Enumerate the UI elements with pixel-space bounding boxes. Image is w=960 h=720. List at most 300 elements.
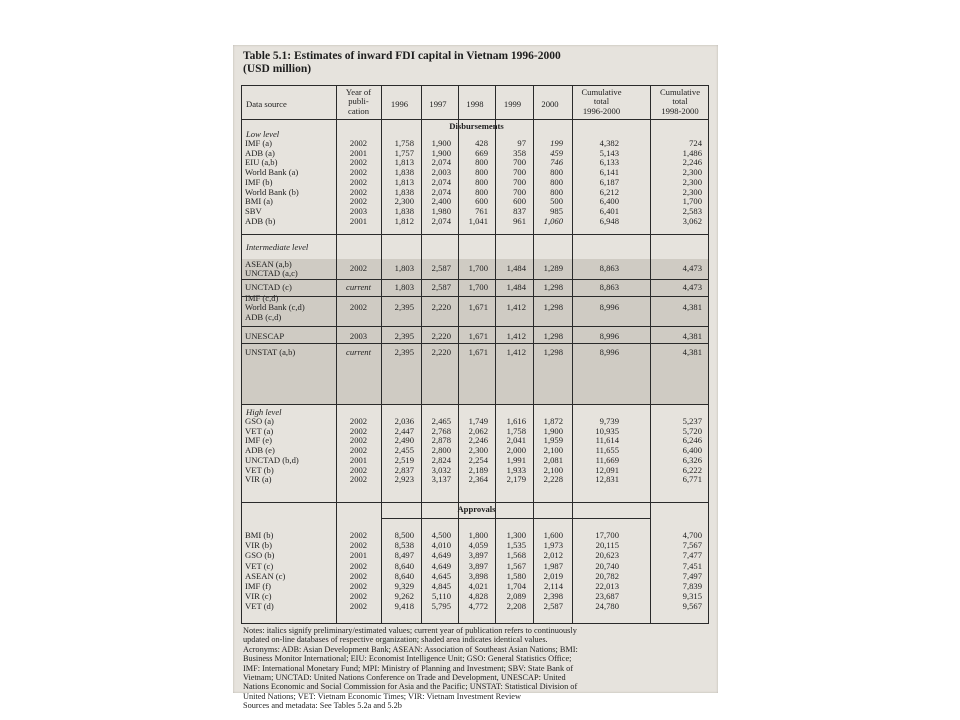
- intermediate-year: 2002: [349, 263, 368, 273]
- header-cumulative-1998-2000: total: [672, 96, 688, 107]
- table-title: [243, 50, 713, 76]
- low-row-value: 1,900: [431, 138, 451, 148]
- low-row-source: ADB (b): [245, 215, 276, 226]
- table-rule: [381, 518, 650, 519]
- low-row-source: IMF (a): [245, 138, 272, 148]
- low-row-cumulative-1998-2000: 2,300: [682, 167, 702, 178]
- high-row-cumulative-1996-2000: 11,669: [595, 454, 619, 465]
- high-row-value: 2,179: [506, 474, 526, 485]
- intermediate-value: 2,220: [431, 302, 451, 312]
- approvals-row-cumulative-1998-2000: 7,477: [682, 550, 702, 561]
- low-row-value: 1,813: [394, 157, 414, 168]
- low-row-value: 761: [475, 205, 488, 216]
- intermediate-cumulative-1996-2000: 8,996: [599, 302, 619, 312]
- title-line: (USD million): [243, 63, 312, 75]
- low-row-value: 1,838: [394, 205, 414, 216]
- approvals-row-year: 2002: [349, 601, 368, 612]
- intermediate-cumulative-1998-2000: 4,473: [682, 263, 702, 273]
- low-row-value: 746: [550, 157, 563, 168]
- table-rule: [242, 404, 708, 405]
- high-row-value: 2,254: [468, 454, 488, 465]
- low-row-year: 2003: [349, 205, 368, 216]
- intermediate-year: current: [346, 347, 371, 357]
- low-row-cumulative-1996-2000: 6,133: [599, 157, 619, 168]
- low-row-value: 358: [513, 147, 526, 158]
- intermediate-value: 2,220: [431, 347, 451, 357]
- high-row-cumulative-1996-2000: 12,831: [595, 474, 619, 485]
- approvals-row-year: 2002: [349, 560, 368, 571]
- intermediate-source: UNCTAD (a,c): [245, 267, 298, 278]
- intermediate-cumulative-1998-2000: 4,381: [682, 331, 702, 341]
- low-row-cumulative-1998-2000: 3,062: [682, 215, 702, 226]
- high-row-value: 2,824: [431, 454, 451, 465]
- intermediate-value: 1,298: [543, 282, 563, 292]
- approvals-row-value: 1,535: [506, 540, 526, 551]
- intermediate-cumulative-1998-2000: 4,381: [682, 347, 702, 357]
- high-row-value: 2,300: [468, 445, 488, 456]
- low-row-value: 2,074: [431, 176, 451, 187]
- intermediate-value: 1,298: [543, 331, 563, 341]
- approvals-row-cumulative-1998-2000: 9,567: [682, 601, 702, 612]
- low-row-value: 459: [550, 147, 563, 158]
- low-row-value: 1,041: [468, 215, 488, 226]
- high-row-value: 2,923: [394, 474, 414, 485]
- low-row-year: 2002: [349, 196, 368, 207]
- approvals-row-cumulative-1998-2000: 7,567: [682, 540, 702, 551]
- intermediate-value: 1,700: [468, 282, 488, 292]
- low-row-value: 1,757: [394, 147, 414, 158]
- intermediate-value: 1,412: [506, 331, 526, 341]
- low-row-source: World Bank (a): [245, 167, 299, 178]
- low-row-value: 1,900: [431, 147, 451, 158]
- note-line: Vietnam; UNCTAD: United Nations Conference on Trade and Development, UNESCAP: United: [243, 673, 566, 683]
- intermediate-source: IMF (c,d): [245, 293, 279, 303]
- approvals-row-value: 3,897: [468, 550, 488, 561]
- low-row-source: BMI (a): [245, 196, 273, 207]
- low-row-value: 1,813: [394, 176, 414, 187]
- low-row-year: 2002: [349, 157, 368, 168]
- approvals-row-source: VIR (c): [245, 591, 272, 602]
- low-row-cumulative-1996-2000: 6,212: [599, 186, 619, 197]
- high-row-value: 3,032: [431, 464, 451, 475]
- low-row-value: 500: [550, 196, 563, 207]
- high-row-cumulative-1998-2000: 6,222: [682, 464, 702, 475]
- low-row-cumulative-1998-2000: 2,300: [682, 176, 702, 187]
- low-row-value: 600: [475, 196, 488, 207]
- approvals-row-value: 4,649: [431, 560, 451, 571]
- high-row-source: VET (a): [245, 425, 274, 436]
- low-row-year: 2001: [349, 215, 368, 226]
- intermediate-source: UNESCAP: [245, 331, 285, 341]
- approvals-row-cumulative-1998-2000: 7,451: [682, 560, 702, 571]
- high-row-cumulative-1996-2000: 11,614: [595, 435, 619, 446]
- high-row-cumulative-1998-2000: 6,771: [682, 474, 702, 485]
- high-row-year: 2002: [349, 445, 368, 456]
- high-row-value: 3,137: [431, 474, 451, 485]
- approvals-row-cumulative-1996-2000: 20,782: [595, 570, 619, 581]
- low-row-value: 2,074: [431, 186, 451, 197]
- high-row-value: 2,768: [431, 425, 451, 436]
- low-row-value: 1,980: [431, 205, 451, 216]
- approvals-row-year: 2002: [349, 591, 368, 602]
- header-cumulative-1996-2000: Cumulative: [581, 87, 622, 97]
- high-row-value: 2,100: [543, 445, 563, 456]
- note-line: United Nations; VET: Vietnam Economic Times; VIR: Vietnam Investment Review: [243, 691, 521, 701]
- high-row-value: 2,246: [468, 435, 488, 446]
- low-row-value: 2,300: [394, 196, 414, 207]
- approvals-row-value: 4,021: [468, 581, 488, 591]
- low-row-value: 1,060: [543, 215, 563, 226]
- high-row-value: 1,959: [543, 435, 563, 446]
- high-row-source: IMF (e): [245, 435, 272, 446]
- approvals-row-year: 2002: [349, 570, 368, 581]
- high-row-value: 1,749: [468, 416, 488, 426]
- intermediate-value: 1,298: [543, 302, 563, 312]
- high-row-value: 2,800: [431, 445, 451, 456]
- header-year: 1998: [466, 99, 484, 109]
- approvals-row-value: 2,089: [506, 591, 526, 602]
- high-row-year: 2002: [349, 416, 368, 426]
- section-label-intermediate: Intermediate level: [246, 242, 309, 252]
- approvals-row-source: ASEAN (c): [245, 570, 286, 581]
- approvals-row-value: 8,640: [394, 570, 414, 581]
- approvals-row-value: 4,059: [468, 540, 488, 551]
- low-row-value: 700: [513, 167, 526, 178]
- high-row-cumulative-1996-2000: 9,739: [599, 416, 619, 426]
- low-row-value: 2,074: [431, 215, 451, 226]
- high-row-value: 2,878: [431, 435, 451, 446]
- intermediate-value: 1,671: [468, 302, 488, 312]
- intermediate-year: 2002: [349, 302, 368, 312]
- header-year: 1997: [429, 99, 447, 109]
- high-row-value: 1,933: [506, 464, 526, 475]
- intermediate-value: 1,289: [543, 263, 563, 273]
- approvals-row-value: 1,567: [506, 560, 526, 571]
- approvals-row-value: 1,987: [543, 560, 563, 571]
- note-line: Nations Economic and Social Commission for Asia and the Pacific; UNSTAT: Statistical Division of: [243, 682, 578, 692]
- low-row-value: 800: [475, 186, 488, 197]
- low-row-year: 2002: [349, 138, 368, 148]
- high-row-cumulative-1998-2000: 5,237: [682, 416, 702, 426]
- intermediate-source: UNSTAT (a,b): [245, 347, 296, 357]
- high-row-value: 2,364: [468, 474, 488, 485]
- high-row-value: 2,000: [506, 445, 526, 456]
- low-row-value: 1,812: [394, 215, 414, 226]
- approvals-row-value: 5,795: [431, 601, 451, 612]
- approvals-row-value: 2,019: [543, 570, 563, 581]
- low-row-value: 700: [513, 157, 526, 168]
- high-row-value: 2,447: [394, 425, 414, 436]
- section-label-high: High level: [246, 407, 282, 417]
- approvals-row-value: 3,898: [468, 570, 488, 581]
- table-rule: [242, 119, 708, 120]
- approvals-row-value: 1,704: [506, 581, 526, 591]
- low-row-value: 1,838: [394, 186, 414, 197]
- intermediate-year: 2003: [349, 331, 368, 341]
- approvals-row-cumulative-1998-2000: 7,839: [682, 581, 702, 591]
- intermediate-value: 2,587: [431, 263, 451, 273]
- low-row-cumulative-1996-2000: 6,400: [599, 196, 619, 207]
- high-row-value: 2,189: [468, 464, 488, 475]
- approvals-row-cumulative-1996-2000: 22,013: [595, 581, 619, 591]
- high-row-cumulative-1998-2000: 6,400: [682, 445, 702, 456]
- header-cumulative-1998-2000: Cumulative: [659, 87, 701, 97]
- section-label-approvals: Approvals: [457, 504, 496, 514]
- low-row-value: 600: [513, 196, 526, 207]
- high-row-year: 2002: [349, 474, 368, 485]
- header-cumulative-1998-2000: 1998-2000: [661, 105, 699, 116]
- low-row-value: 837: [513, 205, 526, 216]
- low-row-year: 2002: [349, 186, 368, 197]
- intermediate-value: 2,395: [394, 331, 414, 341]
- header-year: 1996: [390, 99, 409, 109]
- high-row-value: 1,900: [543, 425, 563, 436]
- high-row-value: 2,837: [394, 464, 414, 475]
- intermediate-year: current: [346, 282, 371, 292]
- intermediate-value: 2,395: [394, 347, 414, 357]
- high-row-source: ADB (e): [245, 445, 275, 456]
- low-row-year: 2002: [349, 167, 368, 178]
- low-row-value: 961: [513, 215, 526, 226]
- low-row-value: 97: [517, 138, 526, 148]
- intermediate-cumulative-1996-2000: 8,863: [599, 282, 619, 292]
- approvals-row-cumulative-1998-2000: 9,315: [682, 591, 702, 602]
- approvals-row-value: 4,845: [431, 581, 451, 591]
- high-row-cumulative-1998-2000: 5,720: [682, 425, 702, 436]
- high-row-source: GSO (a): [245, 416, 274, 426]
- approvals-row-cumulative-1996-2000: 17,700: [595, 530, 619, 540]
- low-row-value: 985: [550, 205, 563, 216]
- approvals-row-value: 1,300: [506, 530, 526, 540]
- low-row-value: 2,003: [431, 167, 451, 178]
- intermediate-value: 1,803: [394, 263, 414, 273]
- low-row-value: 700: [513, 186, 526, 197]
- intermediate-value: 1,412: [506, 347, 526, 357]
- approvals-row-cumulative-1996-2000: 20,115: [595, 540, 619, 551]
- header-year: 2000: [541, 99, 559, 109]
- header-cumulative-1996-2000: 1996-2000: [582, 105, 621, 116]
- low-row-cumulative-1998-2000: 1,486: [682, 147, 702, 158]
- intermediate-value: 1,484: [506, 263, 526, 273]
- approvals-row-value: 2,398: [543, 591, 563, 602]
- low-row-cumulative-1996-2000: 4,382: [599, 138, 619, 148]
- approvals-row-value: 3,897: [468, 560, 488, 571]
- approvals-row-value: 2,114: [543, 581, 563, 591]
- table-rule: [242, 296, 708, 297]
- approvals-row-value: 4,649: [431, 550, 451, 561]
- intermediate-value: 1,412: [506, 302, 526, 312]
- approvals-row-value: 5,110: [431, 591, 451, 602]
- approvals-row-cumulative-1996-2000: 20,623: [595, 550, 619, 561]
- high-row-value: 2,490: [394, 435, 414, 446]
- approvals-row-value: 4,010: [431, 540, 451, 551]
- approvals-row-source: BMI (b): [245, 530, 274, 540]
- approvals-row-cumulative-1996-2000: 24,780: [595, 601, 619, 612]
- table-rule: [242, 279, 708, 280]
- high-row-source: VIR (a): [245, 474, 272, 485]
- title-line: Table 5.1: Estimates of inward FDI capital in Vietnam 1996-2000: [243, 50, 561, 62]
- note-line: Business Monitor International; EIU: Economist Intelligence Unit; GSO: General Statistics Office;: [243, 654, 572, 664]
- high-row-source: UNCTAD (b,d): [245, 454, 299, 465]
- low-row-cumulative-1996-2000: 6,948: [599, 215, 619, 226]
- approvals-row-source: VET (d): [245, 601, 274, 612]
- approvals-row-value: 4,500: [431, 530, 451, 540]
- low-row-source: EIU (a,b): [245, 157, 278, 168]
- high-row-value: 2,036: [394, 416, 414, 426]
- header-data-source: Data source: [246, 99, 287, 109]
- high-row-cumulative-1996-2000: 10,935: [595, 425, 619, 436]
- high-row-value: 2,081: [543, 454, 563, 465]
- intermediate-value: 1,484: [506, 282, 526, 292]
- low-row-cumulative-1996-2000: 6,187: [599, 176, 619, 187]
- high-row-value: 2,465: [431, 416, 451, 426]
- intermediate-value: 2,395: [394, 302, 414, 312]
- high-row-value: 2,100: [543, 464, 563, 475]
- low-row-value: 800: [550, 176, 563, 187]
- low-row-value: 2,074: [431, 157, 451, 168]
- approvals-row-value: 2,208: [506, 601, 526, 612]
- high-row-value: 2,041: [506, 435, 526, 446]
- note-line: Sources and metadata: See Tables 5.2a and 5.2b: [243, 701, 402, 711]
- approvals-row-cumulative-1998-2000: 4,700: [682, 530, 702, 540]
- approvals-row-cumulative-1998-2000: 7,497: [682, 570, 702, 581]
- note-line: Acronyms: ADB: Asian Development Bank; ASEAN: Association of Southeast Asian Nations; BMI:: [243, 644, 578, 654]
- approvals-row-value: 1,568: [506, 550, 526, 561]
- table-rule: [242, 326, 708, 327]
- low-row-year: 2001: [349, 147, 368, 158]
- high-row-value: 1,872: [543, 416, 563, 426]
- high-row-value: 2,062: [468, 425, 488, 436]
- low-row-value: 800: [475, 167, 488, 178]
- low-row-value: 1,838: [394, 167, 414, 178]
- low-row-value: 1,758: [394, 138, 414, 148]
- approvals-row-source: GSO (b): [245, 550, 275, 561]
- low-row-value: 800: [475, 176, 488, 187]
- note-line: updated on-line databases of respective organization; shaded area indicates identical values.: [243, 635, 548, 645]
- table-rule: [242, 502, 708, 503]
- intermediate-value: 1,700: [468, 263, 488, 273]
- intermediate-value: 2,220: [431, 331, 451, 341]
- approvals-row-source: IMF (f): [245, 581, 272, 591]
- low-row-value: 800: [475, 157, 488, 168]
- high-row-value: 2,519: [394, 454, 414, 465]
- intermediate-value: 1,803: [394, 282, 414, 292]
- approvals-row-value: 9,329: [394, 581, 414, 591]
- header-year: 1999: [503, 99, 522, 109]
- intermediate-source: ASEAN (a,b): [245, 258, 292, 269]
- table-notes: [243, 626, 713, 711]
- intermediate-cumulative-1996-2000: 8,863: [599, 263, 619, 273]
- approvals-row-cumulative-1996-2000: 23,687: [595, 591, 619, 602]
- high-row-year: 2002: [349, 435, 368, 446]
- approvals-row-value: 1,973: [543, 540, 563, 551]
- low-row-source: IMF (b): [245, 176, 273, 187]
- low-row-cumulative-1996-2000: 6,141: [599, 167, 619, 178]
- table-rule: [242, 343, 708, 344]
- high-row-value: 2,455: [394, 445, 414, 456]
- low-row-value: 2,400: [431, 196, 451, 207]
- approvals-row-value: 2,012: [543, 550, 563, 561]
- section-label-low: Low level: [246, 129, 280, 139]
- approvals-row-value: 8,500: [394, 530, 414, 540]
- header-year-of-publication: Year of: [345, 87, 372, 97]
- low-row-cumulative-1998-2000: 724: [689, 138, 702, 148]
- high-row-cumulative-1998-2000: 6,326: [682, 454, 702, 465]
- low-row-value: 800: [550, 167, 563, 178]
- approvals-row-value: 8,538: [394, 540, 414, 551]
- low-row-cumulative-1998-2000: 2,583: [682, 205, 702, 216]
- intermediate-source: ADB (c,d): [245, 311, 282, 322]
- intermediate-value: 1,298: [543, 347, 563, 357]
- note-line: Notes: italics signify preliminary/estimated values; current year of publication refers to continuously: [243, 626, 577, 635]
- low-row-cumulative-1998-2000: 2,300: [682, 186, 702, 197]
- high-row-cumulative-1996-2000: 11,655: [595, 445, 619, 456]
- low-row-value: 199: [550, 138, 563, 148]
- section-label-disbursements: Disbursements: [449, 121, 504, 131]
- approvals-row-value: 1,580: [506, 570, 526, 581]
- intermediate-cumulative-1996-2000: 8,996: [599, 347, 619, 357]
- header-cumulative-1996-2000: total: [593, 96, 610, 107]
- low-row-cumulative-1998-2000: 1,700: [682, 196, 702, 207]
- approvals-row-value: 8,640: [394, 560, 414, 571]
- low-row-value: 700: [513, 176, 526, 187]
- high-row-year: 2002: [349, 464, 368, 475]
- high-row-year: 2001: [349, 454, 368, 465]
- low-row-source: ADB (a): [245, 147, 275, 158]
- intermediate-cumulative-1996-2000: 8,996: [599, 331, 619, 341]
- high-row-value: 1,616: [506, 416, 526, 426]
- approvals-row-value: 4,645: [431, 570, 451, 581]
- low-row-year: 2002: [349, 176, 368, 187]
- high-row-value: 1,758: [506, 425, 526, 436]
- approvals-row-value: 1,600: [543, 530, 563, 540]
- low-row-cumulative-1998-2000: 2,246: [682, 157, 702, 168]
- approvals-row-source: VET (c): [245, 560, 274, 571]
- intermediate-cumulative-1998-2000: 4,381: [682, 302, 702, 312]
- intermediate-value: 1,671: [468, 331, 488, 341]
- low-row-source: SBV: [245, 205, 262, 216]
- header-year-of-publication: publi-: [348, 96, 369, 107]
- low-row-source: World Bank (b): [245, 186, 299, 197]
- approvals-row-year: 2002: [349, 530, 368, 540]
- approvals-row-value: 8,497: [394, 550, 414, 561]
- header-year-of-publication: cation: [348, 105, 369, 116]
- approvals-row-value: 9,418: [394, 601, 414, 612]
- approvals-row-year: 2002: [349, 540, 368, 551]
- high-row-year: 2002: [349, 425, 368, 436]
- low-row-cumulative-1996-2000: 6,401: [599, 205, 619, 216]
- intermediate-cumulative-1998-2000: 4,473: [682, 282, 702, 292]
- low-row-cumulative-1996-2000: 5,143: [599, 147, 619, 158]
- intermediate-source: World Bank (c,d): [245, 302, 305, 313]
- note-line: IMF: International Monetary Fund; MPI: Ministry of Planning and Investment; SBV: State Bank of: [243, 663, 574, 673]
- high-row-source: VET (b): [245, 464, 274, 475]
- approvals-row-source: VIR (b): [245, 540, 272, 551]
- approvals-row-year: 2002: [349, 581, 368, 591]
- approvals-row-value: 1,800: [468, 530, 488, 540]
- intermediate-value: 1,671: [468, 347, 488, 357]
- intermediate-source: UNCTAD (c): [245, 282, 292, 292]
- fdi-table: [241, 85, 709, 624]
- approvals-row-cumulative-1996-2000: 20,740: [595, 560, 619, 571]
- approvals-row-value: 4,772: [468, 601, 488, 612]
- high-row-cumulative-1996-2000: 12,091: [595, 464, 619, 475]
- approvals-row-value: 2,587: [543, 601, 563, 612]
- approvals-row-value: 4,828: [468, 591, 488, 602]
- approvals-row-value: 9,262: [394, 591, 414, 602]
- low-row-value: 800: [550, 186, 563, 197]
- low-row-value: 428: [475, 138, 488, 148]
